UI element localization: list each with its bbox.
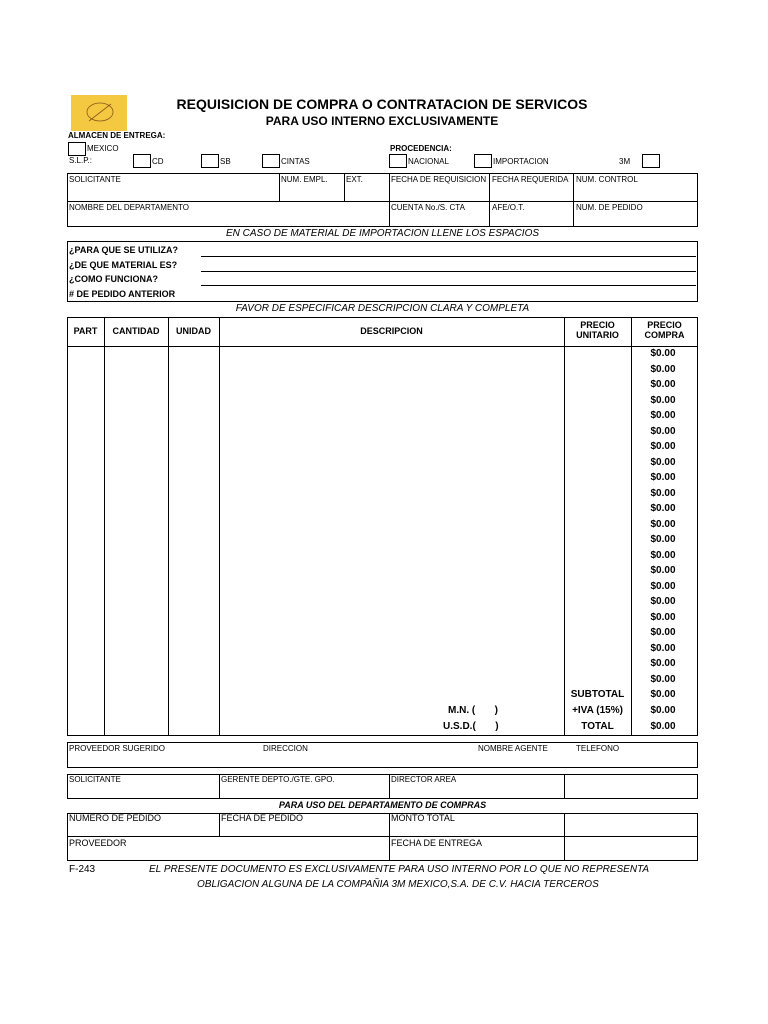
subtotal-value: $0.00 [650,689,676,700]
nacional-checkbox[interactable] [389,154,407,168]
line-item-amount: $0.00 [650,348,676,359]
currency-usd[interactable]: U.S.D.( ) [443,721,499,732]
line-item-amount: $0.00 [650,518,676,530]
import-question-previous-order: # DE PEDIDO ANTERIOR [69,289,176,299]
import-section-heading: EN CASO DE MATERIAL DE IMPORTACION LLENE LOS ESPACIOS [225,228,540,239]
num-control-field[interactable]: NUM. CONTROL [576,175,638,184]
proveedor-sugerido-field[interactable]: PROVEEDOR SUGERIDO [69,744,166,753]
line-item-amount: $0.00 [650,673,676,685]
total-value: $0.00 [650,721,676,732]
col-header-precio-compra [631,320,698,340]
form-title: REQUISICION DE COMPRA O CONTRATACION DE SERVICOS [176,96,588,112]
nacional-label: NACIONAL [408,157,449,166]
iva-value: $0.00 [650,705,676,716]
num-empl-field[interactable]: NUM. EMPL. [281,175,328,184]
line-item-amount: $0.00 [650,611,676,623]
sb-checkbox[interactable] [201,154,219,168]
line-item-amount: $0.00 [650,565,676,576]
solicitante-field[interactable]: SOLICITANTE [69,175,121,184]
import-answer-line[interactable] [201,256,696,257]
col-header-unidad: UNIDAD [176,326,211,336]
line-item-amount: $0.00 [650,441,676,452]
line-item-amount: $0.00 [650,658,676,669]
line-item-amount: $0.00 [650,456,676,468]
slp-label: S.L.P.: [69,156,92,165]
line-item-amount: $0.00 [650,534,676,545]
subtotal-label: SUBTOTAL [570,689,625,700]
numero-pedido-field[interactable]: NUMERO DE PEDIDO [69,813,162,823]
3m-checkbox[interactable] [642,154,660,168]
monto-total-field[interactable]: MONTO TOTAL [391,813,455,823]
telefono-field[interactable]: TELEFONO [576,744,620,753]
cd-checkbox[interactable] [133,154,151,168]
cuenta-field[interactable]: CUENTA No./S. CTA [391,203,465,212]
line-item-amount: $0.00 [650,503,676,514]
col-header-precio-unitario-line2: UNITARIO [576,330,619,340]
line-item-amount: $0.00 [650,394,676,406]
line-item-amount: $0.00 [650,472,676,483]
direccion-field[interactable]: DIRECCION [263,744,308,753]
line-item-amount: $0.00 [650,627,676,638]
import-answer-line[interactable] [201,271,696,272]
col-header-precio-compra-line1: PRECIO [647,320,682,330]
import-question-usage: ¿PARA QUE SE UTILIZA? [69,245,178,255]
line-item-amount: $0.00 [650,549,676,561]
line-item-amount: $0.00 [650,580,676,592]
purchasing-box [67,813,698,861]
fecha-entrega-field[interactable]: FECHA DE ENTREGA [391,838,483,848]
footer-disclaimer-line2: OBLIGACION ALGUNA DE LA COMPAÑIA 3M MEXICO,S.A. DE C.V. HACIA TERCEROS [197,879,599,890]
form-code: F-243 [69,864,96,875]
cintas-label: CINTAS [281,157,310,166]
approval-gerente-field[interactable]: GERENTE DEPTO./GTE. GPO. [221,775,335,784]
form-subtitle: PARA USO INTERNO EXCLUSIVAMENTE [265,114,499,128]
mexico-checkbox[interactable] [68,142,86,156]
col-header-precio-unitario [564,320,631,340]
total-label: TOTAL [581,721,614,732]
cd-label: CD [152,157,164,166]
afe-field[interactable]: AFE/O.T. [492,203,525,212]
fecha-pedido-field[interactable]: FECHA DE PEDIDO [221,813,304,823]
col-header-part: PART [73,326,98,336]
purchasing-section-heading: PARA USO DEL DEPARTAMENTO DE COMPRAS [278,800,487,810]
line-item-amount: $0.00 [650,379,676,390]
fecha-requisicion-field[interactable]: FECHA DE REQUISICION [391,175,487,184]
nombre-departamento-field[interactable]: NOMBRE DEL DEPARTAMENTO [69,203,190,212]
delivery-label: ALMACEN DE ENTREGA: [68,131,166,140]
sb-label: SB [220,157,231,166]
approvals-box [67,774,698,799]
line-item-amount: $0.00 [650,425,676,437]
items-section-heading: FAVOR DE ESPECIFICAR DESCRIPCION CLARA Y COMPLETA [235,303,530,314]
col-header-precio-compra-line2: COMPRA [644,330,685,340]
importacion-checkbox[interactable] [474,154,492,168]
ext-field[interactable]: EXT. [346,175,363,184]
line-item-amount: $0.00 [650,410,676,421]
3m-label: 3M [619,157,631,166]
fecha-requerida-field[interactable]: FECHA REQUERIDA [492,175,569,184]
mexico-label: MEXICO [87,144,119,153]
approval-solicitante-field[interactable]: SOLICITANTE [69,775,121,784]
items-table [67,317,698,736]
cintas-checkbox[interactable] [262,154,280,168]
col-header-cantidad: CANTIDAD [112,326,160,336]
line-item-amount: $0.00 [650,363,676,375]
col-header-descripcion: DESCRIPCION [360,326,423,336]
footer-disclaimer-line1: EL PRESENTE DOCUMENTO ES EXCLUSIVAMENTE PARA USO INTERNO POR LO QUE NO REPRESENTA [149,864,650,875]
origin-label: PROCEDENCIA: [390,144,452,153]
importacion-label: IMPORTACION [493,157,549,166]
import-question-material: ¿DE QUE MATERIAL ES? [69,260,178,270]
line-item-amount: $0.00 [650,596,676,607]
import-question-function: ¿COMO FUNCIONA? [69,274,158,284]
num-pedido-field[interactable]: NUM. DE PEDIDO [576,203,643,212]
approval-director-field[interactable]: DIRECTOR AREA [391,775,457,784]
import-answer-line[interactable] [201,285,696,286]
line-item-amount: $0.00 [650,642,676,654]
nombre-agente-field[interactable]: NOMBRE AGENTE [478,744,548,753]
currency-mn[interactable]: M.N. ( ) [448,705,498,716]
iva-label: +IVA (15%) [572,705,623,716]
proveedor-field[interactable]: PROVEEDOR [69,838,127,848]
col-header-precio-unitario-line1: PRECIO [580,320,615,330]
line-item-amount: $0.00 [650,487,676,499]
